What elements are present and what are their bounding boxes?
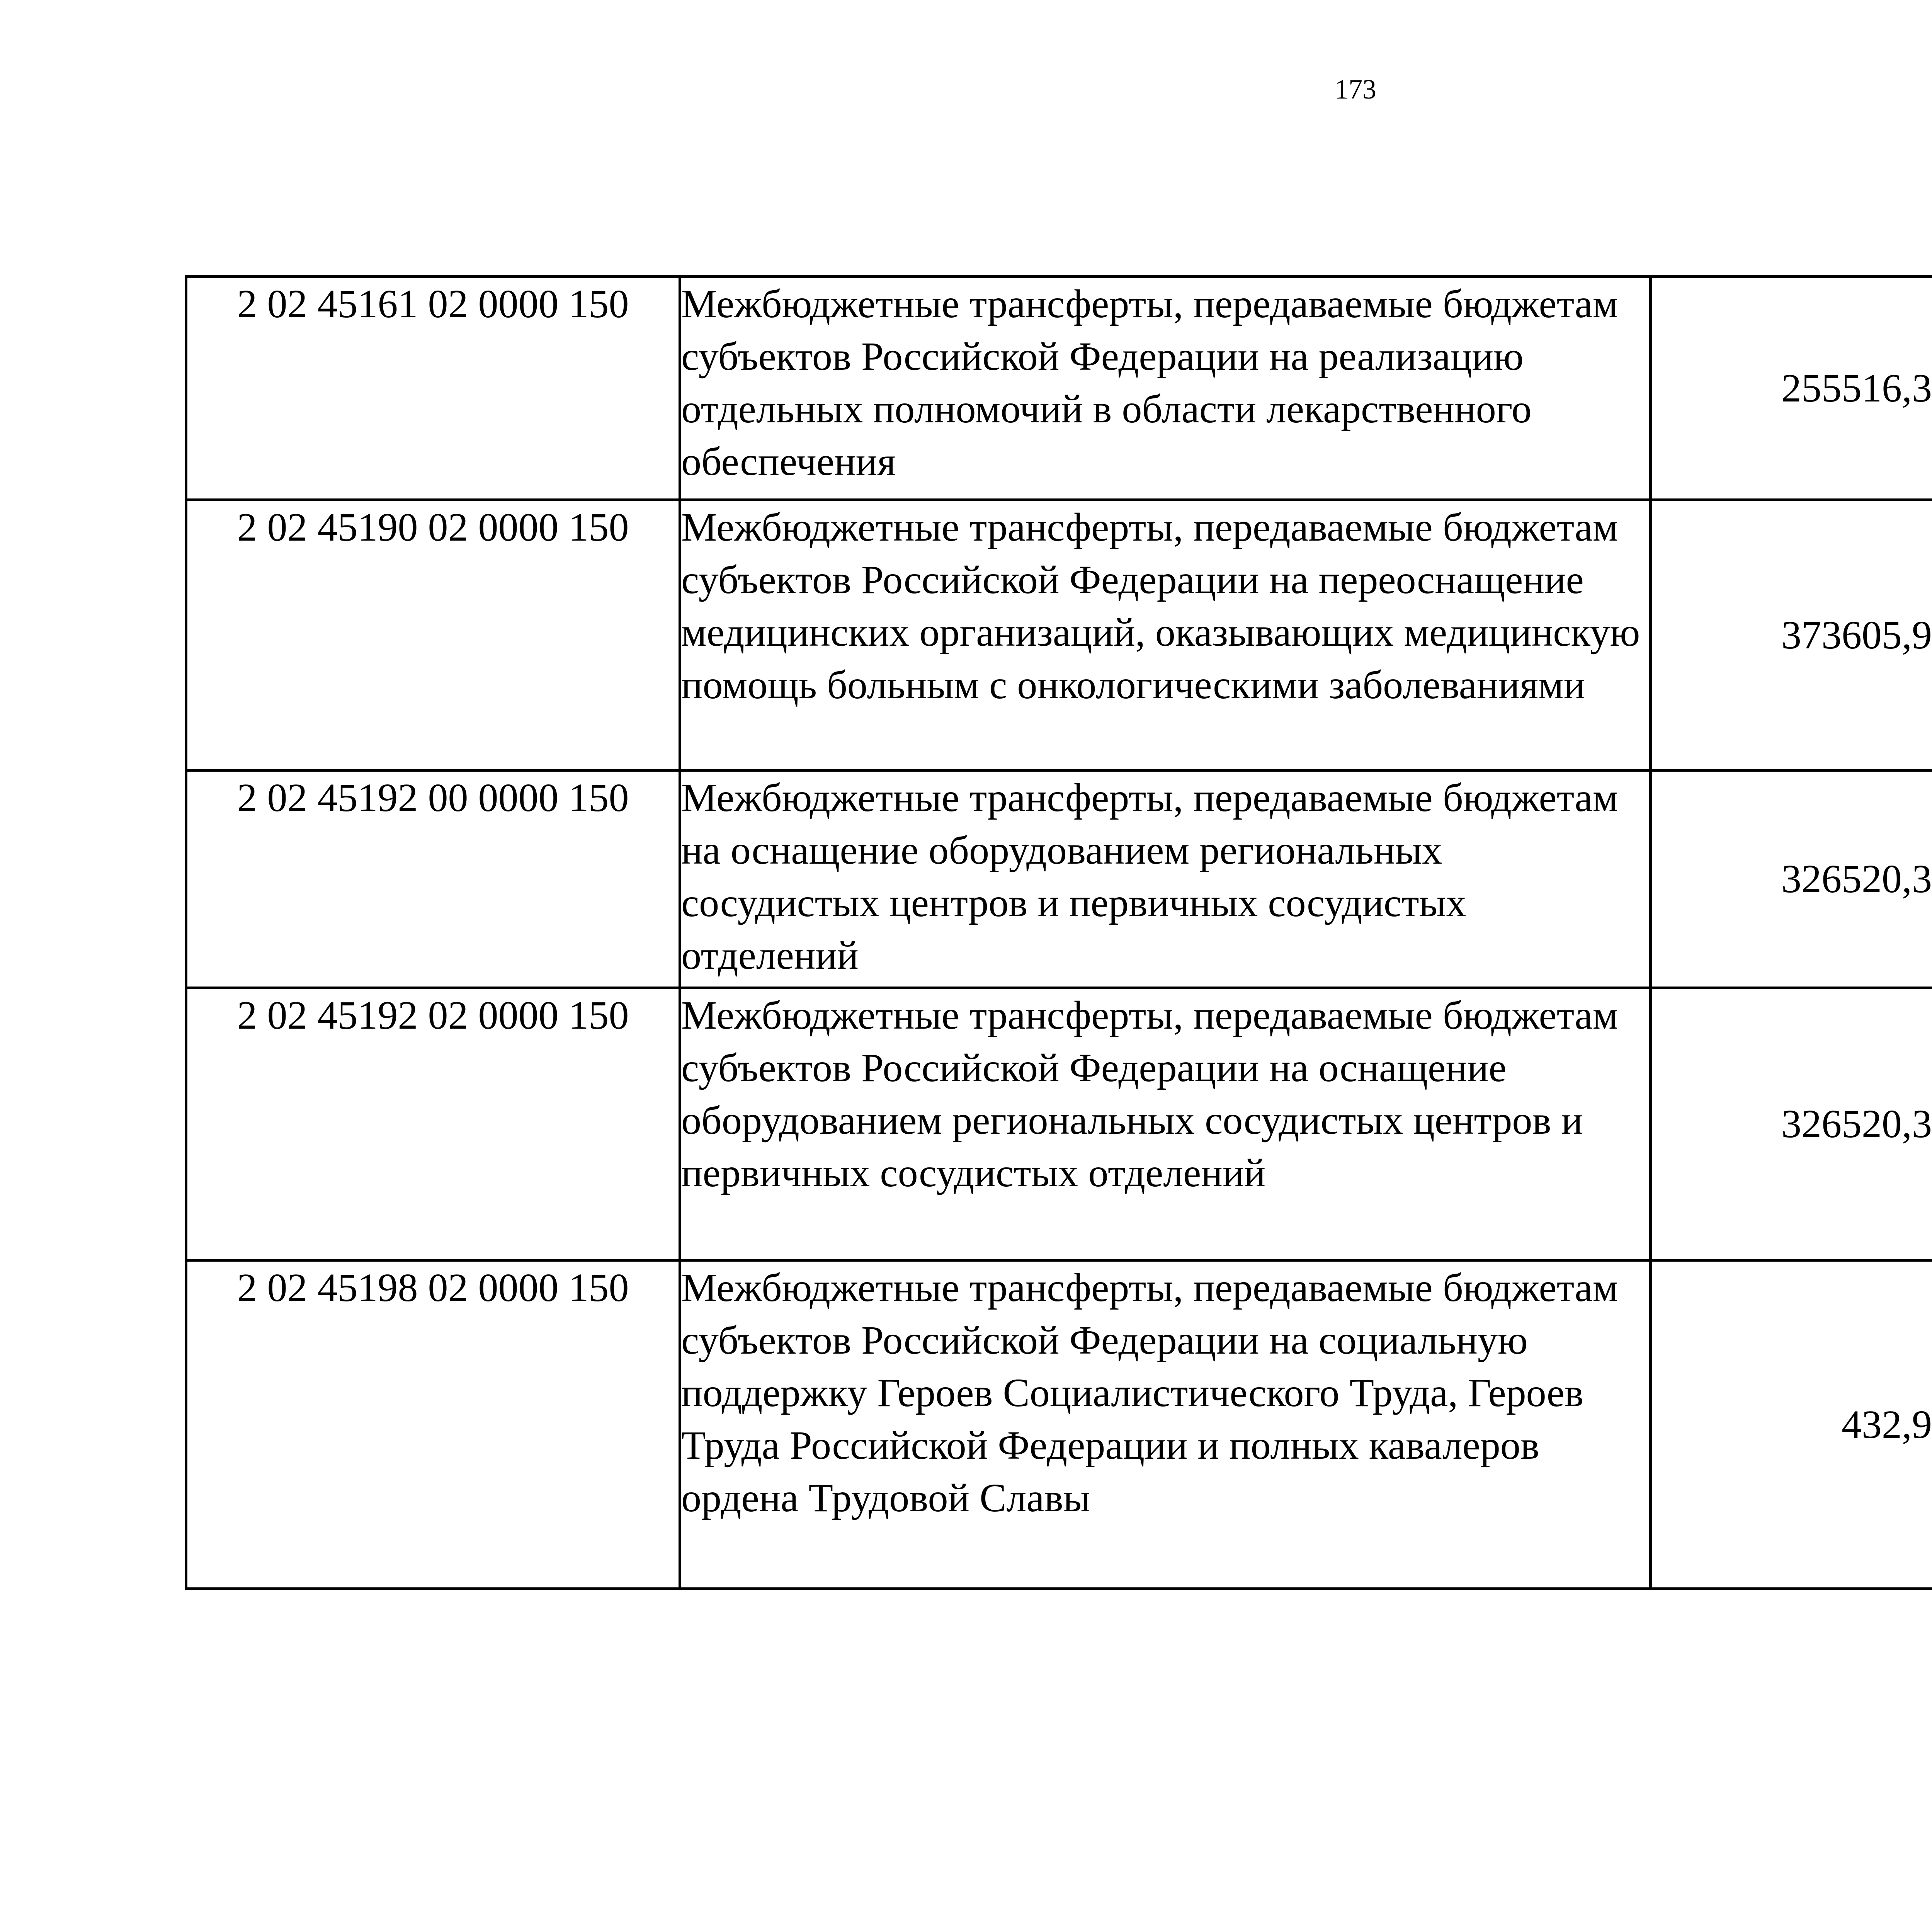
amount-column-1: 326520,3 (1651, 771, 1932, 988)
amount-column-1: 255516,3 (1651, 277, 1932, 500)
table-row (186, 771, 1932, 988)
table-row (186, 500, 1932, 771)
budget-code: 2 02 45190 02 0000 150 (186, 500, 680, 771)
table-row (186, 1260, 1932, 1589)
amount-column-1: 432,9 (1651, 1260, 1932, 1589)
table-row (186, 988, 1932, 1260)
budget-code: 2 02 45161 02 0000 150 (186, 277, 680, 500)
budget-code: 2 02 45192 00 0000 150 (186, 771, 680, 988)
table-row (186, 277, 1932, 500)
amount-column-1: 373605,9 (1651, 500, 1932, 771)
description: Межбюджетные трансферты, передаваемые бюджетам субъектов Российской Федерации на оснащение оборудованием региональных сосудистых центров и первичных сосудистых отделений (680, 988, 1651, 1260)
budget-code: 2 02 45198 02 0000 150 (186, 1260, 680, 1589)
description: Межбюджетные трансферты, передаваемые бюджетам субъектов Российской Федерации на переоснащение медицинских организаций, оказывающих медицинскую помощь больным с онкологическими заболеваниями (680, 500, 1651, 771)
amount-column-1: 326520,3 (1651, 988, 1932, 1260)
budget-table (185, 275, 1932, 1590)
budget-code: 2 02 45192 02 0000 150 (186, 988, 680, 1260)
description: Межбюджетные трансферты, передаваемые бюджетам субъектов Российской Федерации на социальную поддержку Героев Социалистического Труда, Героев Труда Российской Федерации и полных кавалеров ордена Трудовой Славы (680, 1260, 1651, 1589)
description: Межбюджетные трансферты, передаваемые бюджетам субъектов Российской Федерации на реализацию отдельных полномочий в области лекарственного обеспечения (680, 277, 1651, 500)
description: Межбюджетные трансферты, передаваемые бюджетам на оснащение оборудованием региональных сосудистых центров и первичных сосудистых отделений (680, 771, 1651, 988)
page-number: 173 (1335, 74, 1376, 105)
